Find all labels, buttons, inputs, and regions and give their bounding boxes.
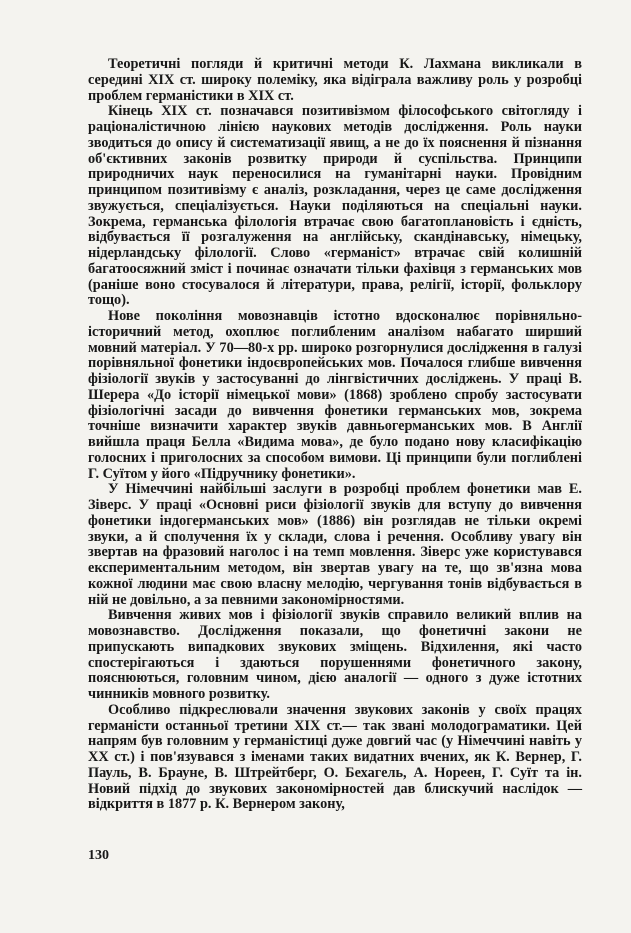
paragraph-6: Особливо підкреслювали значення звукових законів у своїх працях германісти останньої третини XIX ст.— так звані молодограматики. Цей напрям був головним у германістиці дуже довгий час (у Німеччині навіть у XX ст.) і пов'язувався з іменами таких видатних вчених, як К. Вернер, Г. Пауль, В. Брауне, В. Штрейтберг, О. Бехагель, А. Нореен, Г. Суїт та ін. Новий підхід до звукових закономірностей дав блискучий наслідок — відкриття в 1877 р. К. Вернером закону, — [88, 701, 582, 813]
body-text — [88, 57, 582, 813]
page-number: 130 — [88, 848, 109, 863]
paragraph-2: Кінець XIX ст. позначався позитивізмом філософського світогляду і раціоналістичною лінією наукових методів дослідження. Роль науки зводиться до опису й систематизації явищ, а не до їх пояснення й пізнання об'єктивних законів розвитку природи й суспільства. Принципи природничих наук переносилися на гуманітарні науки. Провідним принципом позитивізму є аналіз, розкладання, через це саме дослідження звужується, спеціалізується. Науки поділяються на спеціальні науки. Зокрема, германська філологія втрачає свою багатоплановість і єдність, відбувається її розгалуження на англійську, скандінавську, німецьку, нідерландську філології. Слово «германіст» втрачає свій колишній багатоосяжний зміст і починає означати тільки фахівця з германських мов (раніше воно стосувалося й літератури, права, релігії, історії, фольклору тощо). — [88, 103, 582, 309]
paragraph-5: Вивчення живих мов і фізіології звуків справило великий вплив на мовознавство. Дослідження показали, що фонетичні закони не припускають випадкових звукових зміщень. Відхилення, які часто спостерігаються і здаються порушеннями фонетичного закону, пояснюються, головним чином, дією аналогії — одного з дуже істотних чинників мовного розвитку. — [88, 607, 582, 702]
paragraph-3: Нове покоління мовознавців істотно вдосконалює порівняльно-історичний метод, охоплює поглибленим аналізом набагато ширший мовний матеріал. У 70—80-х рр. широко розгорнулися дослідження в галузі порівняльної фонетики індоєвропейських мов. Почалося глибше вивчення фізіології звуків у застосуванні до лінгвістичних досліджень. У праці В. Шерера «До історії німецької мови» (1868) зроблено спробу застосувати фізіологічні засади до вивчення фонетики германських мов, зокрема точніше визначити характер звуків давньогерманських мов. В Англії вийшла праця Белла «Видима мова», де було подано нову класифікацію голосних і приголосних за способом вимови. Ці принципи були поглиблені Г. Суїтом у його «Підручнику фонетики». — [88, 308, 582, 482]
paragraph-4: У Німеччині найбільші заслуги в розробці проблем фонетики мав Е. Зіверс. У праці «Основні риси фізіології звуків для вступу до вивчення фонетики індогерманських мов» (1886) він розглядав не тільки окремі звуки, а й сполучення їх у склади, слова і речення. Особливу увагу він звертав на фразовий наголос і на темп мовлення. Зіверс уже користувався експериментальним методом, він звертав увагу на те, що зв'язна мова кожної людини має свою власну мелодію, чергування тонів відбувається в ній не довільно, а за певними закономірностями. — [88, 481, 582, 608]
paragraph-1: Теоретичні погляди й критичні методи К. Лахмана викликали в середині XIX ст. широку полеміку, яка відіграла важливу роль у розробці проблем германістики в XIX ст. — [88, 56, 582, 104]
